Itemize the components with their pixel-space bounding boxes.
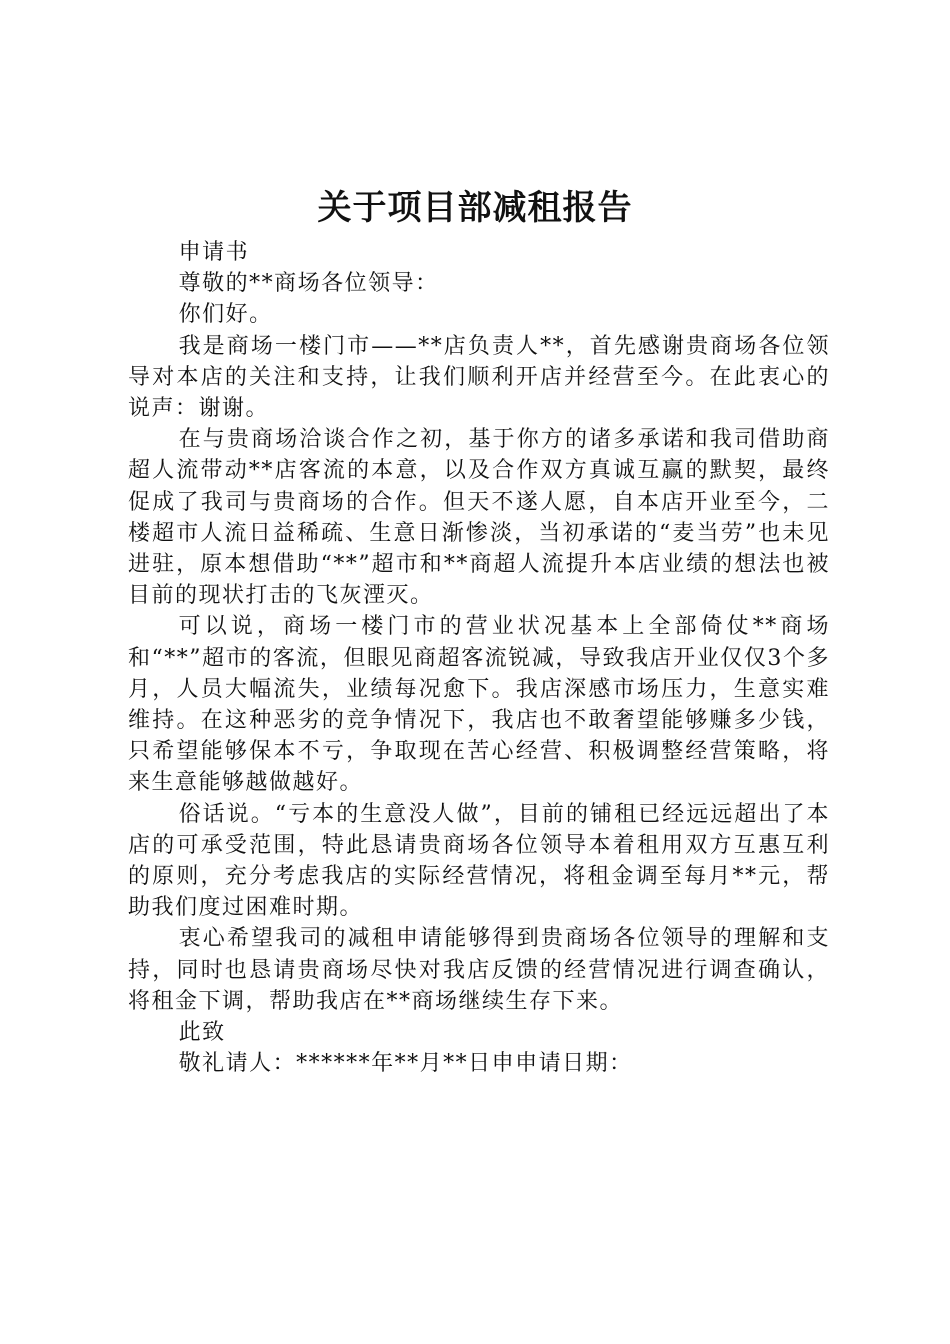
document-body [128, 237, 830, 1079]
paragraph-situation: 可以说，商场一楼门市的营业状况基本上全部倚仗**商场和“**”超市的客流，但眼见商超客流锐减，导致我店开业仅仅3个多月，人员大幅流失，业绩每况愈下。我店深感市场压力，生意实难维持。在这种恶劣的竞争情况下，我店也不敢奢望能够赚多少钱，只希望能够保本不亏，争取现在苦心经营、积极调整经营策略，将来生意能够越做越好。 [128, 614, 830, 796]
paragraph-greeting: 你们好。 [178, 302, 273, 328]
paragraph-hope: 衷心希望我司的减租申请能够得到贵商场各位领导的理解和支持，同时也恳请贵商场尽快对我店反馈的经营情况进行调查确认，将租金下调，帮助我店在**商场继续生存下来。 [128, 926, 830, 1014]
paragraph-salutation: 尊敬的**商场各位领导： [178, 271, 439, 297]
paragraph-request: 俗话说。“亏本的生意没人做”，目前的铺租已经远远超出了本店的可承受范围，特此恳请贵商场各位领导本着租用双方互惠互利的原则，充分考虑我店的实际经营情况，将租金调至每月**元，帮助我们度过困难时期。 [128, 801, 830, 921]
paragraph-closing: 此致 [178, 1020, 226, 1046]
paragraph-heading-application: 申请书 [178, 240, 250, 265]
paragraph-signature: 敬礼请人：******年**月**日申申请日期： [178, 1051, 633, 1077]
paragraph-background: 在与贵商场洽谈合作之初，基于你方的诸多承诺和我司借助商超人流带动**店客流的本意，以及合作双方真诚互赢的默契，最终促成了我司与贵商场的合作。但天不遂人愿，自本店开业至今，二楼超市人流日益稀疏、生意日渐惨淡，当初承诺的“麦当劳”也未见进驻，原本想借助“**”超市和**商超人流提升本店业绩的想法也被目前的现状打击的飞灰湮灭。 [128, 427, 830, 609]
paragraph-introduction: 我是商场一楼门市——**店负责人**，首先感谢贵商场各位领导对本店的关注和支持，让我们顺利开店并经营至今。在此衷心的说声：谢谢。 [128, 333, 830, 422]
document-title: 关于项目部减租报告 [317, 188, 633, 228]
